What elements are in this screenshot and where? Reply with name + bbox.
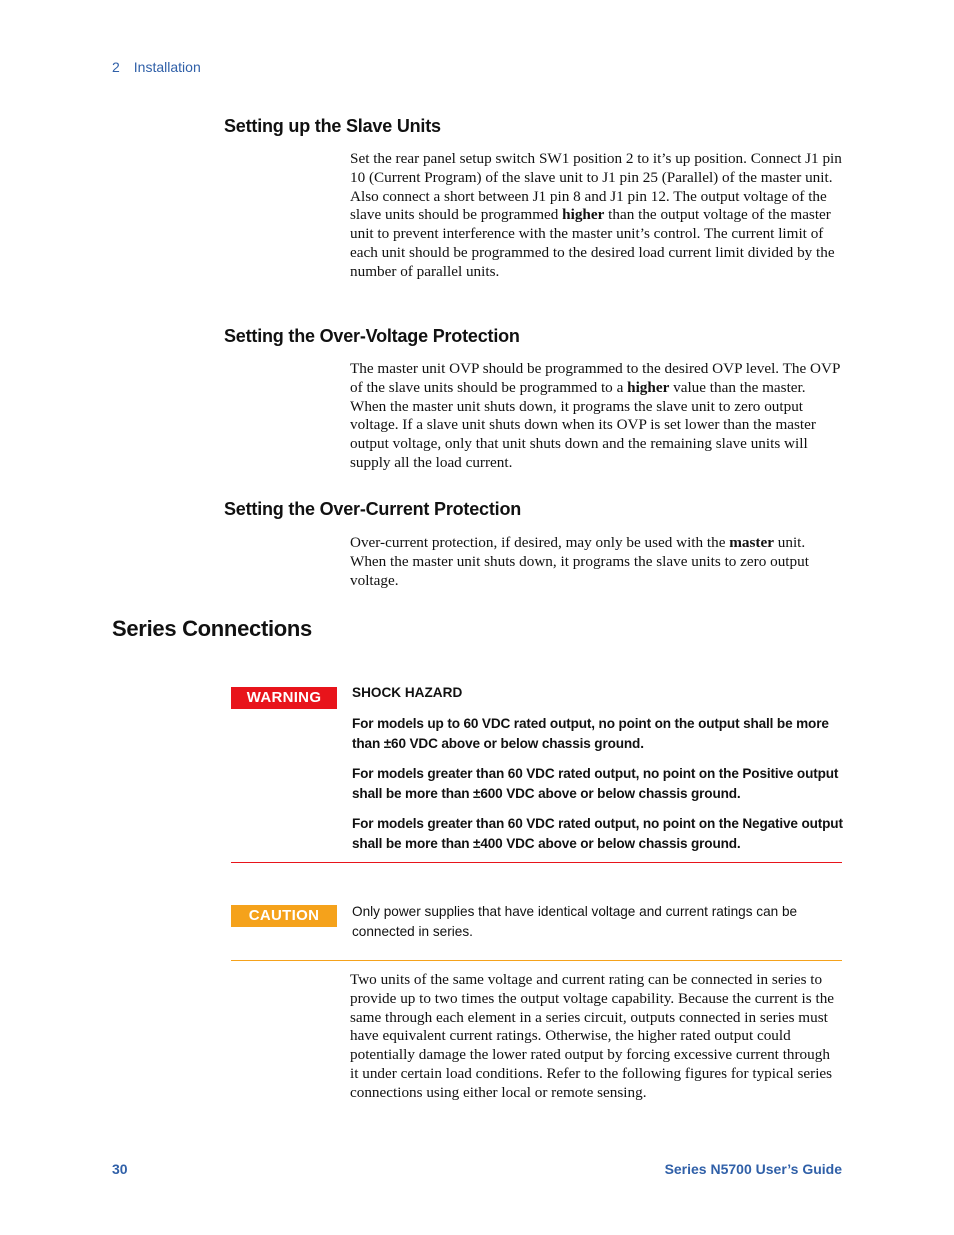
paragraph-text: Set the rear panel setup switch SW1 position 2 to it’s up position. Connect J1 pin 10 (Current Program) of the slave unit to J1 pin 25 (Parallel) of the master unit. Also connect a short between J1 pin 8 and J1 pin 12. The output voltage of the slave units should be programmed [350,150,842,224]
paragraph-text: Over-current protection, if desired, may only be used with the [350,534,730,551]
paragraph-text: unit. When the master unit shuts down, it programs the slave units to zero output voltage. [350,534,809,589]
warning-paragraph: For models greater than 60 VDC rated output, no point on the Positive output shall be more than ±600 VDC above or below chassis ground. [352,766,839,801]
caution-label: CAUTION [231,905,337,927]
emphasis-text: higher [627,378,670,396]
paragraph-ocp [350,534,842,590]
paragraph-slave-units [350,150,842,282]
paragraph-series: Two units of the same voltage and current rating can be connected in series to provide up to two times the output voltage capability. Because the current is the same through each element in a series circuit, outputs connected in series must have equivalent current ratings. Otherwise, the higher rated output could potentially damage the lower rated output by forcing excessive current through it under certain load conditions. Refer to the following figures for typical series connections using either local or remote sensing. [350,971,835,1101]
chapter-title: Installation [133,59,201,75]
emphasis-text: master [729,534,774,551]
page-number: 30 [112,1161,128,1177]
heading-ocp: Setting the Over-Current Protection [224,499,522,519]
paragraph-text: value than the master. When the master unit shuts down, it programs the slave unit to zero output voltage. If a slave unit shuts down when its OVP is set lower than the master output voltage, only that unit shuts down and the remaining slave units will supply all the load current. [350,378,816,471]
warning-label: WARNING [231,687,337,709]
warning-paragraph: For models greater than 60 VDC rated output, no point on the Negative output shall be more than ±400 VDC above or below chassis ground. [352,816,843,851]
emphasis-text: higher [562,206,605,224]
heading-slave-units: Setting up the Slave Units [224,116,441,136]
guide-title: Series N5700 User’s Guide [664,1161,842,1177]
chapter-number: 2 [112,59,120,75]
paragraph-text: than the output voltage of the master unit to prevent interference with the master unit’s control. The current limit of each unit should be programmed to the desired load current limit divided by the number of parallel units. [350,206,835,280]
heading-ovp: Setting the Over-Voltage Protection [224,326,520,346]
running-head [112,59,201,75]
heading-series-connections: Series Connections [112,616,312,641]
warning-paragraph: For models up to 60 VDC rated output, no point on the output shall be more than ±60 VDC above or below chassis ground. [352,716,829,751]
paragraph-ovp [350,360,842,473]
warning-title: SHOCK HAZARD [352,685,463,700]
paragraph-text: The master unit OVP should be programmed to the desired OVP level. The OVP of the slave units should be programmed to a [350,360,840,396]
caution-text: Only power supplies that have identical voltage and current ratings can be connected in series. [352,904,798,939]
caution-divider [231,960,842,961]
warning-divider [231,862,842,863]
